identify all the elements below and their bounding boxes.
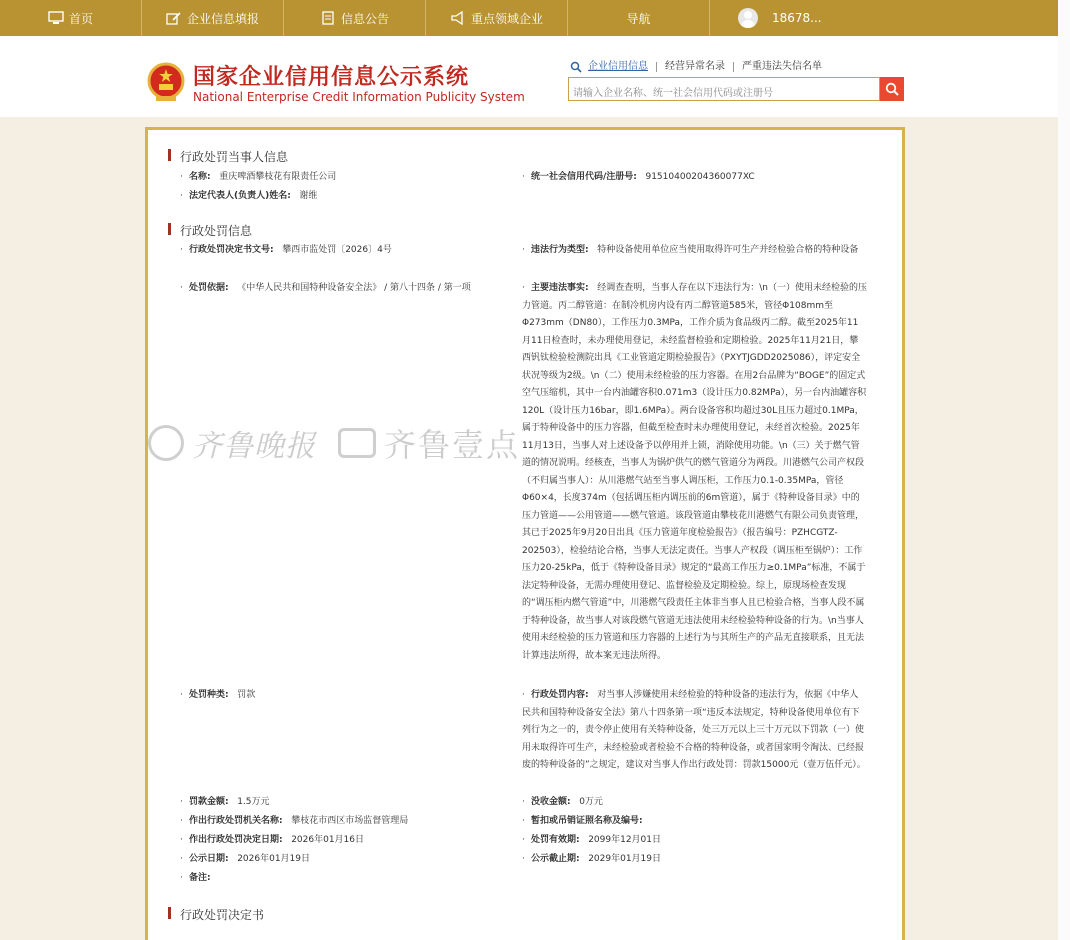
penalty-detail-panel: [145, 127, 905, 940]
top-nav: [0, 0, 1058, 36]
field-confiscation-value: 0万元: [579, 797, 603, 807]
nav-announcements[interactable]: [284, 0, 426, 36]
site-title-en: National Enterprise Credit Information Publicity System: [193, 90, 525, 104]
field-confiscation: · 没收金额: 0万元: [522, 797, 603, 807]
search-button[interactable]: [880, 77, 904, 101]
field-legal-rep: · 法定代表人(负责人)姓名: 谢维: [180, 191, 318, 201]
field-violation-type: · 违法行为类型: 特种设备使用单位应当使用取得许可生产并经检验合格的特种设备: [522, 245, 859, 255]
section-penalty-info: 行政处罚信息: [168, 222, 252, 239]
field-penalty-content-label: 行政处罚内容:: [531, 690, 589, 700]
search-icon: [570, 61, 582, 73]
field-decision-date-value: 2026年01月16日: [291, 835, 365, 845]
tab-blacklist[interactable]: 严重违法失信名单: [733, 62, 830, 72]
field-name: · 名称: 重庆啤酒攀枝花有限责任公司: [180, 172, 337, 182]
field-license-label: 暂扣或吊销证照名称及编号:: [531, 816, 643, 826]
field-legal-rep-label: 法定代表人(负责人)姓名:: [189, 191, 291, 201]
field-penalty-content-value: 对当事人涉嫌使用未经检验的特种设备的违法行为，依据《中华人民共和国特种设备安全法》第八十四条第一项“违反本法规定，特种设备使用单位有下列行为之一的，责令停止使用有关特种设备，处三万元以上三十万元以下罚款（一）使用未取得许可生产，未经检验或者检验不合格的特种设备，或者国家明令淘汰、已经报废的特种设备的”之规定，建议对当事人作出行政处罚：罚款15000元（壹万伍仟元）。: [522, 690, 866, 770]
field-publish-end-label: 公示截止期:: [531, 854, 580, 864]
field-publish-end: · 公示截止期: 2029年01月19日: [522, 854, 662, 864]
field-name-label: 名称:: [189, 172, 211, 182]
field-authority-label: 作出行政处罚机关名称:: [189, 816, 283, 826]
field-penalty-basis-label: 处罚依据:: [189, 283, 229, 293]
nav-key-sectors-label: 重点领域企业: [470, 11, 543, 26]
watermark: [148, 420, 520, 466]
tab-enterprise-credit[interactable]: 企业信用信息: [588, 61, 648, 72]
avatar: [738, 8, 758, 28]
field-penalty-basis: · 处罚依据: 《中华人民共和国特种设备安全法》 / 第八十四条 / 第一项: [180, 283, 471, 293]
national-emblem-icon: [147, 62, 185, 102]
field-violation-type-value: 特种设备使用单位应当使用取得许可生产并经检验合格的特种设备: [597, 245, 859, 255]
search-icon: [885, 82, 899, 96]
section-party-info: 行政处罚当事人信息: [168, 148, 288, 165]
field-violation-type-label: 违法行为类型:: [531, 245, 589, 255]
field-publish-date: · 公示日期: 2026年01月19日: [180, 854, 311, 864]
nav-enterprise-report-label: 企业信息填报: [186, 11, 259, 26]
site-title: 国家企业信用信息公示系统: [193, 65, 470, 90]
site-header: [0, 36, 1058, 117]
field-doc-number-label: 行政处罚决定书文号:: [189, 245, 274, 255]
field-authority: · 作出行政处罚机关名称: 攀枝花市西区市场监督管理局: [180, 816, 409, 826]
field-main-facts: · 主要违法事实: 经调查查明，当事人存在以下违法行为：\n（一）使用未经检验的压力管道。丙二醇管道：在制冷机房内设有丙二醇管道585米，管径Φ108mm至Φ273mm（DN80），工作压力0.3MPa，工作介质为食品级丙二醇。截至2025年11月11日检查时，未办理使用登记，未经监督检验和定期检验。2025年11月21日，攀西钒钛检验检测院出具《工业管道定期检验报告》（PXYTJGDD2025086），评定安全状况等级为2级。\n（二）使用未经检验的压力容器。在用2台品牌为“BOGE”的固定式空气压缩机，其中一台内油罐容积0.071m3（设计压力0.82MPa），另一台内油罐容积120L（设计压力16bar，即1.6MPa）。两台设备容积均超过30L且压力超过0.1MPa，属于特种设备中的压力容器，但截至检查时未办理使用登记，未经首次检验。2025年11月13日，当事人对上述设备予以停用并上锁，消除使用功能。\n（三）关于燃气管道的情况说明。经核查，当事人为锅炉供气的燃气管道分为两段。川港燃气公司产权段（不归属当事人）：从川港燃气站至当事人调压柜，工作压力0.1-0.35MPa，管径Φ60×4，长度374m（包括调压柜内调压前的6m管道），属于《特种设备目录》中的压力管道——公用管道——燃气管道。该段管道由攀枝花川港燃气有限公司负责管理，其已于2025年9月20日出具《压力管道年度检验报告》（报告编号：PZHCGTZ-202503），检验结论合格，当事人无法定责任。当事人产权段（调压柜至锅炉）：工作压力20-25kPa，低于《特种设备目录》规定的“最高工作压力≥0.1MPa”标准，不属于法定特种设备，无需办理使用登记、监督检验及定期检验。综上，原现场检查发现的“调压柜内燃气管道”中，川港燃气段责任主体非当事人且已检验合格，当事人段不属于特种设备，故当事人对该段燃气管道无违法使用未经检验特种设备的行为。\n当事人使用未经检验的压力管道和压力容器的上述行为与其所生产的产品无直接联系，且无法计算违法所得，故本案无违法所得。: [522, 283, 867, 661]
field-publish-date-label: 公示日期:: [189, 854, 229, 864]
tab-abnormal-list[interactable]: 经营异常名录: [656, 62, 733, 72]
field-main-facts-label: 主要违法事实:: [531, 283, 589, 293]
search-placeholder: 请输入企业名称、统一社会信用代码或注册号: [573, 88, 773, 99]
field-fine-amount-label: 罚款金额:: [189, 797, 229, 807]
edit-icon: [166, 11, 182, 25]
field-fine-amount-value: 1.5万元: [237, 797, 270, 807]
field-confiscation-label: 没收金额:: [531, 797, 571, 807]
nav-home[interactable]: [0, 0, 142, 36]
watermark-text-1: 齐鲁晚报: [192, 429, 316, 464]
field-main-facts-value: 经调查查明，当事人存在以下违法行为：\n（一）使用未经检验的压力管道。丙二醇管道：在制冷机房内设有丙二醇管道585米，管径Φ108mm至Φ273mm（DN80），工作压力0.3MPa，工作介质为食品级丙二醇。截至2025年11月11日检查时，未办理使用登记，未经监督检验和定期检验。2025年11月21日，攀西钒钛检验检测院出具《工业管道定期检验报告》（PXYTJGDD2025086），评定安全状况等级为2级。\n（二）使用未经检验的压力容器。在用2台品牌为“BOGE”的固定式空气压缩机，其中一台内油罐容积0.071m3（设计压力0.82MPa），另一台内油罐容积120L（设计压力16bar，即1.6MPa）。两台设备容积均超过30L且压力超过0.1MPa，属于特种设备中的压力容器，但截至检查时未办理使用登记，未经首次检验。2025年11月13日，当事人对上述设备予以停用并上锁，消除使用功能。\n（三）关于燃气管道的情况说明。经核查，当事人为锅炉供气的燃气管道分为两段。川港燃气公司产权段（不归属当事人）：从川港燃气站至当事人调压柜，工作压力0.1-0.35MPa，管径Φ60×4，长度374m（包括调压柜内调压前的6m管道），属于《特种设备目录》中的压力管道——公用管道——燃气管道。该段管道由攀枝花川港燃气有限公司负责管理，其已于2025年9月20日出具《压力管道年度检验报告》（报告编号：PZHCGTZ-202503），检验结论合格，当事人无法定责任。当事人产权段（调压柜至锅炉）：工作压力20-25kPa，低于《特种设备目录》规定的“最高工作压力≥0.1MPa”标准，不属于法定特种设备，无需办理使用登记、监督检验及定期检验。综上，原现场检查发现的“调压柜内燃气管道”中，川港燃气段责任主体非当事人且已检验合格，当事人段不属于特种设备，故当事人对该段燃气管道无违法使用未经检验特种设备的行为。\n当事人使用未经检验的压力管道和压力容器的上述行为与其所生产的产品无直接联系，且无法计算违法所得，故本案无违法所得。: [522, 283, 867, 661]
watermark-box-icon: [338, 428, 376, 458]
nav-announcements-label: 信息公告: [340, 11, 389, 26]
nav-key-sectors[interactable]: [426, 0, 568, 36]
field-penalty-type-value: 罚款: [237, 690, 256, 700]
nav-navigation-label: 导航: [626, 11, 651, 26]
field-credit-code: · 统一社会信用代码/注册号: 91510400204360077XC: [522, 172, 755, 182]
field-valid-until-value: 2099年12月01日: [588, 835, 662, 845]
field-authority-value: 攀枝花市西区市场监督管理局: [291, 816, 409, 826]
field-fine-amount: · 罚款金额: 1.5万元: [180, 797, 270, 807]
field-valid-until: · 处罚有效期: 2099年12月01日: [522, 835, 662, 845]
field-penalty-content: · 行政处罚内容: 对当事人涉嫌使用未经检验的特种设备的违法行为，依据《中华人民共和国特种设备安全法》第八十四条第一项“违反本法规定，特种设备使用单位有下列行为之一的，责令停止使用有关特种设备，处三万元以上三十万元以下罚款（一）使用未取得许可生产，未经检验或者检验不合格的特种设备，或者国家明令淘汰、已经报废的特种设备的”之规定，建议对当事人作出行政处罚：罚款15000元（壹万伍仟元）。: [522, 690, 866, 770]
watermark-circle-icon: [148, 425, 184, 461]
field-credit-code-value: 91510400204360077XC: [645, 172, 755, 182]
field-license: · 暂扣或吊销证照名称及编号:: [522, 816, 643, 826]
field-doc-number: · 行政处罚决定书文号: 攀西市监处罚〔2026〕4号: [180, 245, 392, 255]
field-publish-end-value: 2029年01月19日: [588, 854, 662, 864]
field-decision-date: · 作出行政处罚决定日期: 2026年01月16日: [180, 835, 365, 845]
search-tabs: [570, 61, 830, 73]
nav-enterprise-report[interactable]: [142, 0, 284, 36]
nav-navigation[interactable]: [568, 0, 710, 36]
field-penalty-basis-value: 《中华人民共和国特种设备安全法》 / 第八十四条 / 第一项: [237, 283, 471, 293]
monitor-icon: [48, 11, 64, 25]
field-remark-label: 备注:: [189, 873, 211, 883]
nav-home-label: 首页: [68, 11, 93, 26]
section-decision-document: 行政处罚决定书: [168, 906, 264, 923]
field-credit-code-label: 统一社会信用代码/注册号:: [531, 172, 637, 182]
field-doc-number-value: 攀西市监处罚〔2026〕4号: [282, 245, 392, 255]
document-icon: [320, 11, 336, 25]
scrollbar[interactable]: [1058, 0, 1070, 940]
field-valid-until-label: 处罚有效期:: [531, 835, 580, 845]
field-remark: · 备注:: [180, 873, 211, 883]
field-publish-date-value: 2026年01月19日: [237, 854, 311, 864]
field-decision-date-label: 作出行政处罚决定日期:: [189, 835, 283, 845]
megaphone-icon: [450, 11, 466, 25]
field-legal-rep-value: 谢维: [299, 191, 318, 201]
search-input[interactable]: [568, 77, 880, 101]
user-menu[interactable]: [710, 0, 1058, 36]
field-penalty-type-label: 处罚种类:: [189, 690, 229, 700]
watermark-text-2: 齐鲁壹点: [384, 426, 521, 464]
user-name: 18678...: [772, 11, 822, 25]
field-name-value: 重庆啤酒攀枝花有限责任公司: [219, 172, 337, 182]
field-penalty-type: · 处罚种类: 罚款: [180, 690, 256, 700]
